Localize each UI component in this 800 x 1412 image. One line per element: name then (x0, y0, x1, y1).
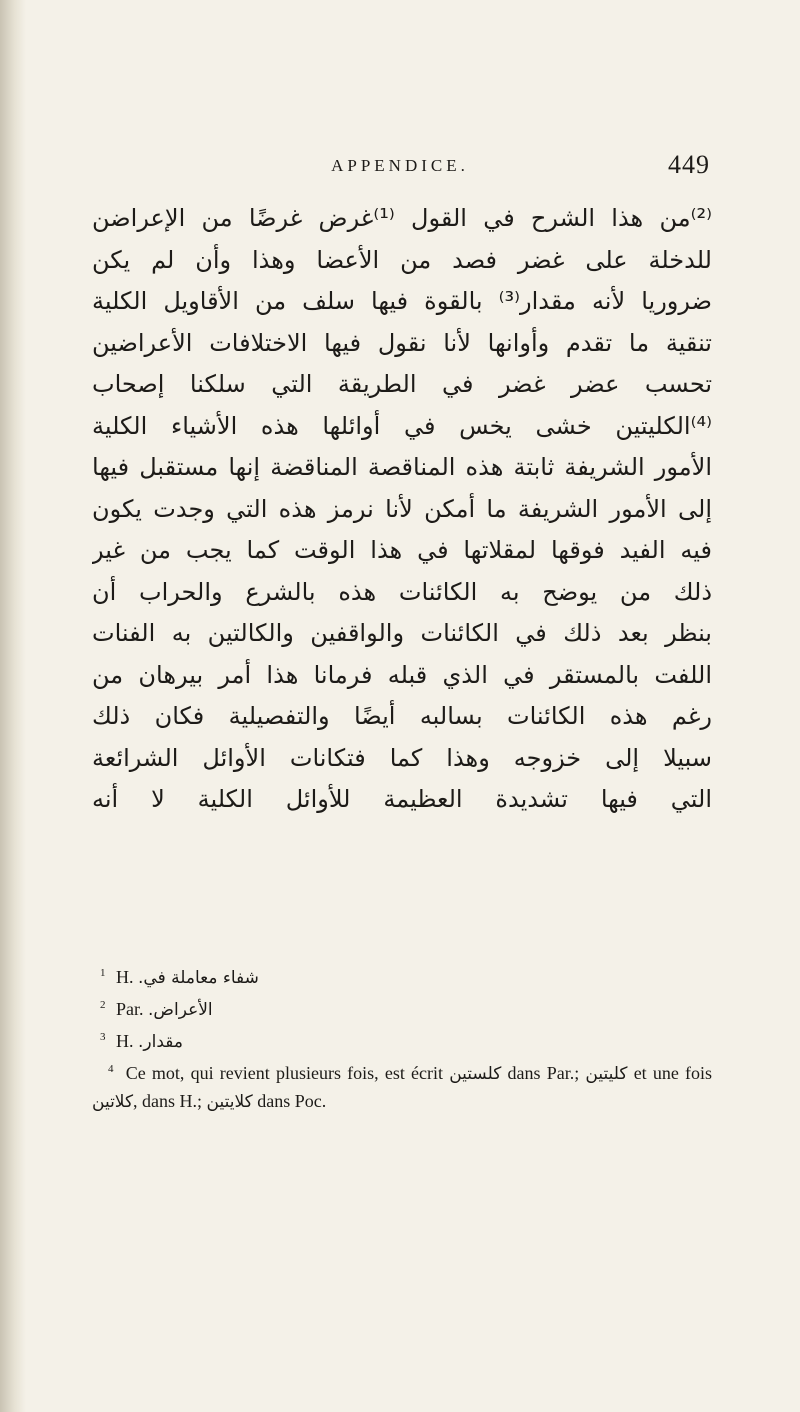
footnote-variant: كليتين (585, 1064, 628, 1084)
text-line-11: بنظر بعد ذلك في الكائنات والواقفين والكالتين به الفنات (92, 619, 712, 647)
running-head: APPENDICE. (331, 156, 469, 175)
footnote-variant: الأعراض. (148, 1000, 213, 1020)
footnotes (92, 960, 712, 1116)
footnote-2 (92, 992, 712, 1024)
text-line-6: ⁽⁴⁾الكليتين خشى يخس في أوائلها هذه الأشياء الكلية (92, 411, 712, 440)
footnote-variant: كلايتين (206, 1092, 253, 1112)
arabic-text-body (92, 198, 712, 821)
text-line-15: التي فيها تشديدة العظيمة للأوائل الكلية لا أنه (92, 785, 712, 813)
text-line-5: تحسب عضر غضر في الطريقة التي سلكنا إصحاب (92, 370, 712, 398)
footnote-4 (92, 1056, 712, 1116)
text-line-7: الأمور الشريفة ثابتة هذه المناقصة المناقضة إنها مستقبل فيها (92, 453, 712, 481)
binding-shadow (0, 0, 26, 1412)
footnote-source: H. (116, 1031, 134, 1051)
footnote-text: , dans H.; (133, 1091, 203, 1111)
footnote-source: H. (116, 967, 134, 987)
text-line-4: تنقية ما تقدم وأوانها لأنا نقول فيها الاختلافات الأعراضين (92, 328, 712, 357)
footnote-text: Ce mot, qui revient plusieurs fois, est écrit (125, 1063, 444, 1083)
text-line-2: للدخلة على غضر فصد من الأعضا وهذا وأن لم يكن (92, 245, 712, 274)
footnote-variant: مقدار. (138, 1032, 183, 1052)
footnote-text: et une fois (633, 1063, 713, 1083)
text-line-10: ذلك من يوضح به الكائنات هذه بالشرع والحراب أن (92, 577, 712, 606)
footnote-source: Par. (116, 999, 144, 1019)
footnote-marker: 3 (100, 1031, 106, 1043)
footnote-text: dans Par.; (507, 1063, 580, 1083)
page-header (90, 150, 710, 190)
text-line-14: سبيلا إلى خزوجه وهذا كما فتكانات الأوائل الشرائعة (92, 743, 712, 772)
footnote-variant: كلاتين (92, 1092, 134, 1112)
footnote-variant: كلستين (449, 1064, 502, 1084)
footnote-text: dans Poc. (257, 1091, 327, 1111)
footnote-3 (92, 1024, 712, 1056)
footnote-marker: 2 (100, 999, 106, 1011)
text-line-12: اللفت بالمستقر في الذي قبله فرمانا هذا أمر بيرهان من (92, 660, 712, 689)
text-line-8: إلى الأمور الشريفة ما أمكن لأنا نرمز هذه التي وجدت يكون (92, 494, 712, 523)
text-line-9: فيه الفيد فوقها لمقلاتها في هذا الوقت كما يجب من غير (92, 536, 712, 564)
text-line-13: رغم هذه الكائنات بسالبه أيضًا والتفصيلية فكان ذلك (92, 702, 712, 730)
footnote-variant: شفاء معاملة في. (138, 968, 259, 988)
text-line-3: ضروريا لأنه مقدار⁽³⁾ بالقوة فيها سلف من الأقاويل الكلية (92, 287, 712, 315)
page-number: 449 (668, 150, 710, 179)
footnote-marker: 1 (100, 967, 106, 979)
footnote-1 (92, 960, 712, 992)
footnote-marker: 4 (108, 1063, 114, 1075)
text-line-1: ⁽²⁾من هذا الشرح في القول ⁽¹⁾غرض غرضًا من الإعراضن (92, 204, 712, 232)
